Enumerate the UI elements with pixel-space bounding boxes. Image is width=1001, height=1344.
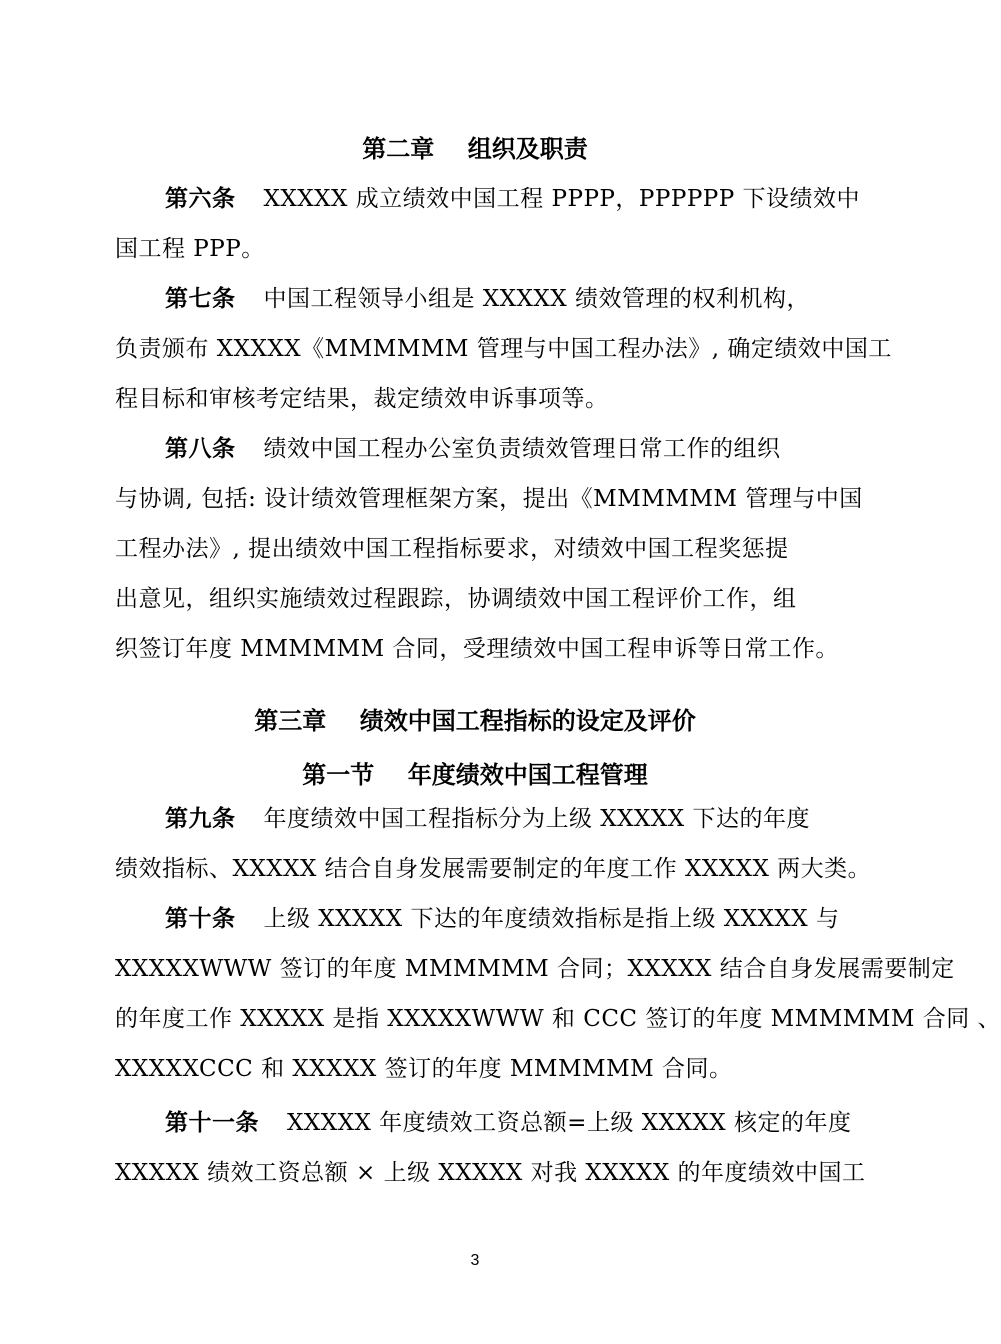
article-6-text-1: XXXXX 成立绩效中国工程 PPPP，PPPPPP 下设绩效中: [263, 186, 861, 212]
article-10-line-1: [165, 904, 840, 934]
article-11-line-1: [165, 1108, 852, 1138]
article-9-line-1: [165, 804, 837, 834]
article-7-text-3: 程目标和审核考定结果，裁定绩效申诉事项等。: [115, 386, 609, 412]
article-9-text-2: 绩效指标、XXXXX 结合自身发展需要制定的年度工作 XXXXX 两大类。: [115, 856, 872, 882]
article-11-text-2: XXXXX 绩效工资总额 × 上级 XXXXX 对我 XXXXX 的年度绩效中国工: [115, 1160, 866, 1186]
article-8-text-5: 织签订年度 MMMMMM 合同，受理绩效中国工程申诉等日常工作。: [115, 636, 839, 662]
article-9-text-1: 年度绩效中国工程指标分为上级 XXXXX 下达的年度: [263, 806, 810, 832]
article-10-text-1: 上级 XXXXX 下达的年度绩效指标是指上级 XXXXX 与: [263, 906, 840, 932]
article-11-text-1: XXXXX 年度绩效工资总额=上级 XXXXX 核定的年度: [287, 1110, 852, 1136]
article-10-text-2: XXXXXWWW 签订的年度 MMMMMM 合同；XXXXX 结合自身发展需要制定: [115, 956, 955, 982]
article-6-text-2: 国工程 PPP。: [115, 236, 265, 262]
article-8-text-4: 出意见，组织实施绩效过程跟踪，协调绩效中国工程评价工作，组: [115, 586, 797, 612]
article-8-line-1: [165, 434, 837, 464]
chapter-3-heading: 第三章 绩效中国工程指标的设定及评价: [254, 707, 696, 735]
article-8-text-1: 绩效中国工程办公室负责绩效管理日常工作的组织: [263, 436, 781, 462]
article-11-number: 第十一条: [165, 1110, 259, 1136]
section-1-heading: 第一节 年度绩效中国工程管理: [302, 761, 648, 789]
chapter-2-heading: 第二章 组织及职责: [362, 135, 588, 163]
article-6-line-1: [165, 184, 861, 214]
article-10-text-4: XXXXXCCC 和 XXXXX 签订的年度 MMMMMM 合同。: [115, 1056, 733, 1082]
article-8-number: 第八条: [165, 436, 236, 462]
article-7-line-1: [165, 284, 837, 314]
article-8-text-2: 与协调, 包括: 设计绩效管理框架方案，提出《MMMMMM 管理与中国: [115, 486, 863, 512]
article-7-text-1: 中国工程领导小组是 XXXXX 绩效管理的权利机构，: [263, 286, 810, 312]
article-7-number: 第七条: [165, 286, 236, 312]
article-10-text-3: 的年度工作 XXXXX 是指 XXXXXWWW 和 CCC 签订的年度 MMMMMM 合同 、: [115, 1006, 1001, 1032]
article-9-number: 第九条: [165, 806, 236, 832]
article-6-number: 第六条: [165, 186, 236, 212]
article-8-text-3: 工程办法》, 提出绩效中国工程指标要求，对绩效中国工程奖惩提: [115, 536, 789, 562]
article-7-text-2: 负责颁布 XXXXX《MMMMMM 管理与中国工程办法》, 确定绩效中国工: [115, 336, 892, 362]
article-10-number: 第十条: [165, 906, 236, 932]
page-number: 3: [470, 1252, 480, 1269]
